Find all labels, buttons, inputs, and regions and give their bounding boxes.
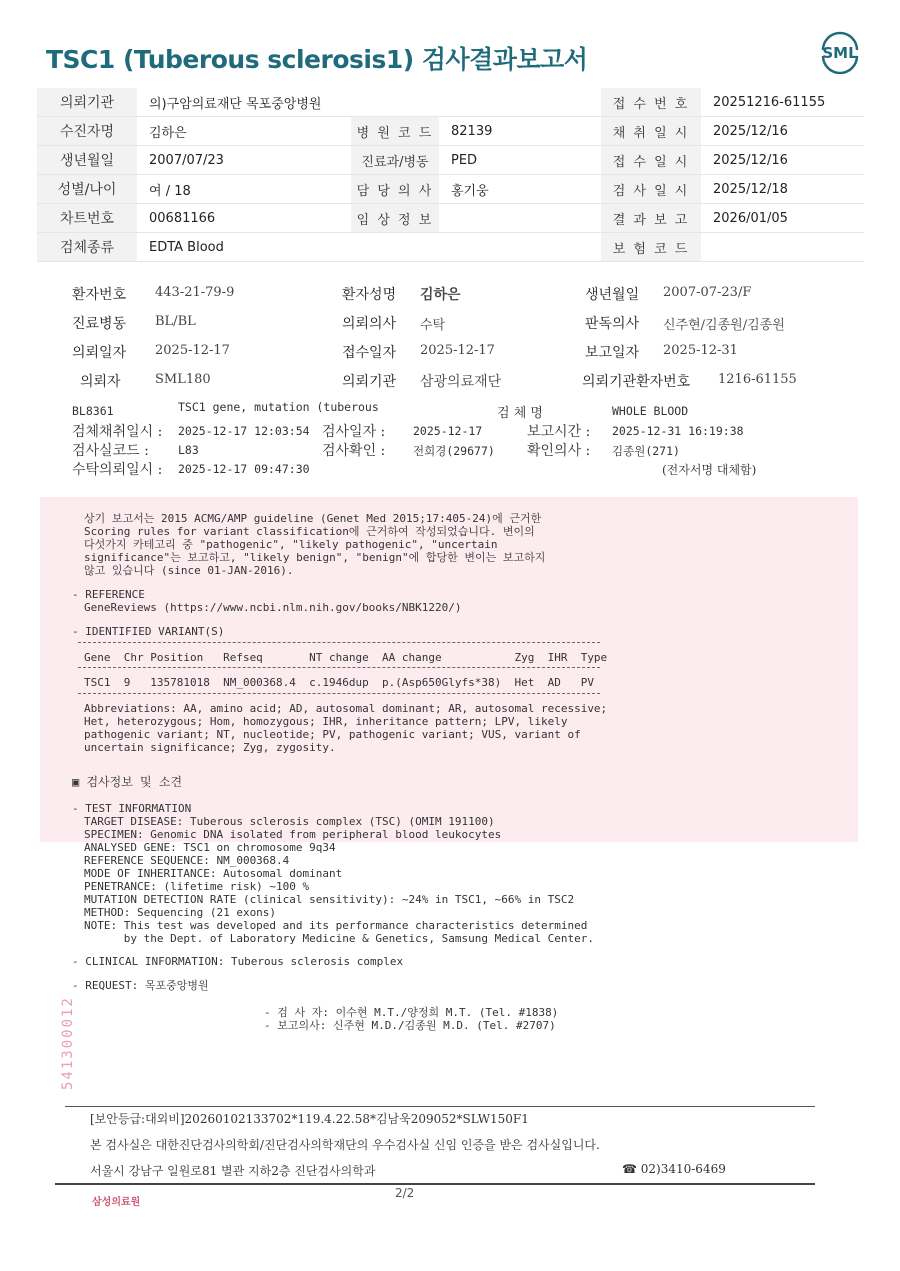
tel-line: ☎ 02)3410-6469 <box>622 1162 726 1176</box>
info-value: 김하은 <box>137 117 351 146</box>
info-value: 2025/12/16 <box>701 146 864 175</box>
info-label: 임 상 정 보 <box>351 204 439 233</box>
test-info-line: NOTE: This test was developed and its performance characteristics determined <box>84 919 588 932</box>
table-rule <box>78 642 600 643</box>
info-value: 2025/12/18 <box>701 175 864 204</box>
confirm-label: 검사확인 : <box>322 443 386 459</box>
info-row <box>37 88 864 117</box>
page-number: 2/2 <box>395 1186 415 1200</box>
test-info-heading: - TEST INFORMATION <box>72 802 192 815</box>
consign-time: 2025-12-17 09:47:30 <box>178 462 310 476</box>
confirm-doctor: 김종원(271) <box>612 444 680 458</box>
patient-no: 443-21-79-9 <box>155 285 235 300</box>
info-value: EDTA Blood <box>137 233 601 262</box>
logo-text: SML <box>822 44 858 62</box>
patient-name-label: 환자성명 <box>342 287 397 303</box>
inst: 삼광의료재단 <box>420 374 502 390</box>
guideline-line: significance"는 보고하고, "likely benign", "benign"에 합당한 변이는 보고하지 <box>84 551 546 564</box>
reptime: 2025-12-31 16:19:38 <box>612 424 744 438</box>
abbreviation-line: Het, heterozygous; Hom, homozygous; IHR, inheritance pattern; LPV, likely <box>84 715 568 728</box>
info-label: 진료과/병동 <box>351 146 439 175</box>
info-label: 생년월일 <box>37 146 137 175</box>
read-doctor: 신주현/김종원/김종원 <box>663 318 785 333</box>
patient-name: 김하은 <box>420 287 461 303</box>
security-line: [보안등급:대외비]20260102133702*119.4.22.58*김남욱209052*SLW150F1 <box>90 1112 529 1126</box>
info-label: 접 수 번 호 <box>601 88 701 117</box>
dept-label: 진료병동 <box>72 316 127 332</box>
test-info-line: ANALYSED GENE: TSC1 on chromosome 9q34 <box>84 841 336 854</box>
collect-label: 검체채취일시 : <box>72 424 163 440</box>
info-value: 2007/07/23 <box>137 146 351 175</box>
address-line: 서울시 강남구 일원로81 별관 지하2층 진단검사의학과 <box>90 1164 376 1178</box>
lab-code: L83 <box>178 443 199 457</box>
inst-pid-label: 의뢰기관환자번호 <box>582 374 691 390</box>
req-date-label: 의뢰일자 <box>72 345 127 361</box>
inst-pid: 1216-61155 <box>718 372 797 387</box>
reference-text: GeneReviews (https://www.ncbi.nlm.nih.gov/books/NBK1220/) <box>84 601 462 614</box>
info-value: 의)구암의료재단 목포중앙병원 <box>137 88 601 117</box>
info-label: 의뢰기관 <box>37 88 137 117</box>
side-code: 541300012 <box>60 996 76 1090</box>
collect-time: 2025-12-17 12:03:54 <box>178 424 310 438</box>
info-label: 수진자명 <box>37 117 137 146</box>
testdate: 2025-12-17 <box>413 424 483 438</box>
info-value <box>701 233 864 262</box>
rep-date: 2025-12-31 <box>663 343 738 358</box>
consign-label: 수탁의뢰일시 : <box>72 462 163 478</box>
rep-date-label: 보고일자 <box>585 345 640 361</box>
info-label: 담 당 의 사 <box>351 175 439 204</box>
inst-label: 의뢰기관 <box>342 374 397 390</box>
info-row <box>37 175 864 204</box>
table-rule <box>78 693 600 694</box>
abbreviation-line: uncertain significance; Zyg, zygosity. <box>84 741 336 754</box>
info-value: 홍기웅 <box>439 175 601 204</box>
test-info-line: METHOD: Sequencing (21 exons) <box>84 906 277 919</box>
rcv-date: 2025-12-17 <box>420 343 495 358</box>
test-info-line: SPECIMEN: Genomic DNA isolated from peripheral blood leukocytes <box>84 828 502 841</box>
abbreviation-line: pathogenic variant; NT, nucleotide; PV, pathogenic variant; VUS, variant of <box>84 728 581 741</box>
clinical-info: - CLINICAL INFORMATION: Tuberous sclerosis complex <box>72 955 404 968</box>
guideline-line: 다섯가지 카테고리 중 "pathogenic", "likely pathogenic", "uncertain <box>84 538 498 551</box>
guideline-line: Scoring rules for variant classification에 근거하여 작성되었습니다. 변이의 <box>84 525 535 538</box>
info-row <box>37 204 864 233</box>
info-row <box>37 117 864 146</box>
certification-line: 본 검사실은 대한진단검사의학회/진단검사의학재단의 우수검사실 신임 인증을 받은 검사실입니다. <box>90 1138 600 1152</box>
reporter-info: - 보고의사: 신주현 M.D./김종원 M.D. (Tel. #2707) <box>264 1019 556 1032</box>
footer-rule <box>65 1106 815 1107</box>
info-label: 결 과 보 고 <box>601 204 701 233</box>
variant-columns: Gene Chr Position Refseq NT change AA change Zyg IHR Type <box>84 651 608 664</box>
esign-note: (전자서명 대체함) <box>662 463 757 477</box>
info-value: 00681166 <box>137 204 351 233</box>
read-doctor-label: 판독의사 <box>585 316 640 332</box>
info-row <box>37 233 864 262</box>
ref-doctor-label: 의뢰의사 <box>342 316 397 332</box>
patient-no-label: 환자번호 <box>72 287 127 303</box>
guideline-line: 상기 보고서는 2015 ACMG/AMP guideline (Genet Med 2015;17:405-24)에 근거한 <box>84 512 542 525</box>
ref-doctor: 수탁 <box>420 318 446 333</box>
reference-heading: - REFERENCE <box>72 588 145 601</box>
info-label: 보 험 코 드 <box>601 233 701 262</box>
dept: BL/BL <box>155 314 196 329</box>
requester-label: 의뢰자 <box>80 374 121 390</box>
testdate-label: 검사일자 : <box>322 424 386 440</box>
test-info-line: by the Dept. of Laboratory Medicine & Genetics, Samsung Medical Center. <box>84 932 594 945</box>
confirm: 전희경(29677) <box>413 444 495 458</box>
variant-row: TSC1 9 135781018 NM_000368.4 c.1946dup p.(Asp650Glyfs*38) Het AD PV <box>84 676 594 689</box>
test-name: TSC1 gene, mutation (tuberous <box>178 400 379 414</box>
reptime-label: 보고시간 : <box>527 424 591 440</box>
test-code: BL8361 <box>72 404 114 418</box>
specimen: WHOLE BLOOD <box>612 404 689 418</box>
dob-label: 생년월일 <box>585 287 640 303</box>
info-value: 82139 <box>439 117 601 146</box>
info-value: 여 / 18 <box>137 175 351 204</box>
info-label: 검체종류 <box>37 233 137 262</box>
table-rule <box>78 667 600 668</box>
confirm-doctor-label: 확인의사 : <box>527 443 591 459</box>
report-title: TSC1 (Tuberous sclerosis1) 검사결과보고서 <box>46 45 588 74</box>
info-value: 20251216-61155 <box>701 88 864 117</box>
footer-rule <box>55 1183 815 1185</box>
dob: 2007-07-23/F <box>663 285 752 300</box>
variant-heading: - IDENTIFIED VARIANT(S) <box>72 625 225 638</box>
info-label: 채 취 일 시 <box>601 117 701 146</box>
info-label: 병 원 코 드 <box>351 117 439 146</box>
tester-info: - 검 사 자: 이수현 M.T./양정희 M.T. (Tel. #1838) <box>264 1006 559 1019</box>
info-label: 성별/나이 <box>37 175 137 204</box>
sml-logo <box>815 30 865 74</box>
lab-code-label: 검사실코드 : <box>72 443 149 459</box>
info-row <box>37 146 864 175</box>
specimen-label: 검 체 명 <box>497 406 543 421</box>
rcv-date-label: 접수일자 <box>342 345 397 361</box>
test-info-line: PENETRANCE: (lifetime risk) ~100 % <box>84 880 310 893</box>
brand-label: 삼성의료원 <box>92 1197 141 1208</box>
section-heading: ▣ 검사정보 및 소견 <box>72 775 183 789</box>
info-value: PED <box>439 146 601 175</box>
test-info-line: TARGET DISEASE: Tuberous sclerosis complex (TSC) (OMIM 191100) <box>84 815 495 828</box>
guideline-line: 않고 있습니다 (since 01-JAN-2016). <box>84 564 294 577</box>
info-label: 접 수 일 시 <box>601 146 701 175</box>
info-label: 차트번호 <box>37 204 137 233</box>
request-info: - REQUEST: 목포중앙병원 <box>72 979 209 992</box>
info-value: 2025/12/16 <box>701 117 864 146</box>
test-info-line: MODE OF INHERITANCE: Autosomal dominant <box>84 867 343 880</box>
patient-info-table <box>37 88 864 262</box>
info-label: 검 사 일 시 <box>601 175 701 204</box>
test-info-line: MUTATION DETECTION RATE (clinical sensitivity): ~24% in TSC1, ~66% in TSC2 <box>84 893 575 906</box>
test-info-line: REFERENCE SEQUENCE: NM_000368.4 <box>84 854 290 867</box>
info-value: 2026/01/05 <box>701 204 864 233</box>
requester: SML180 <box>155 372 211 387</box>
info-value <box>439 204 601 233</box>
abbreviation-line: Abbreviations: AA, amino acid; AD, autosomal dominant; AR, autosomal recessive; <box>84 702 608 715</box>
req-date: 2025-12-17 <box>155 343 230 358</box>
